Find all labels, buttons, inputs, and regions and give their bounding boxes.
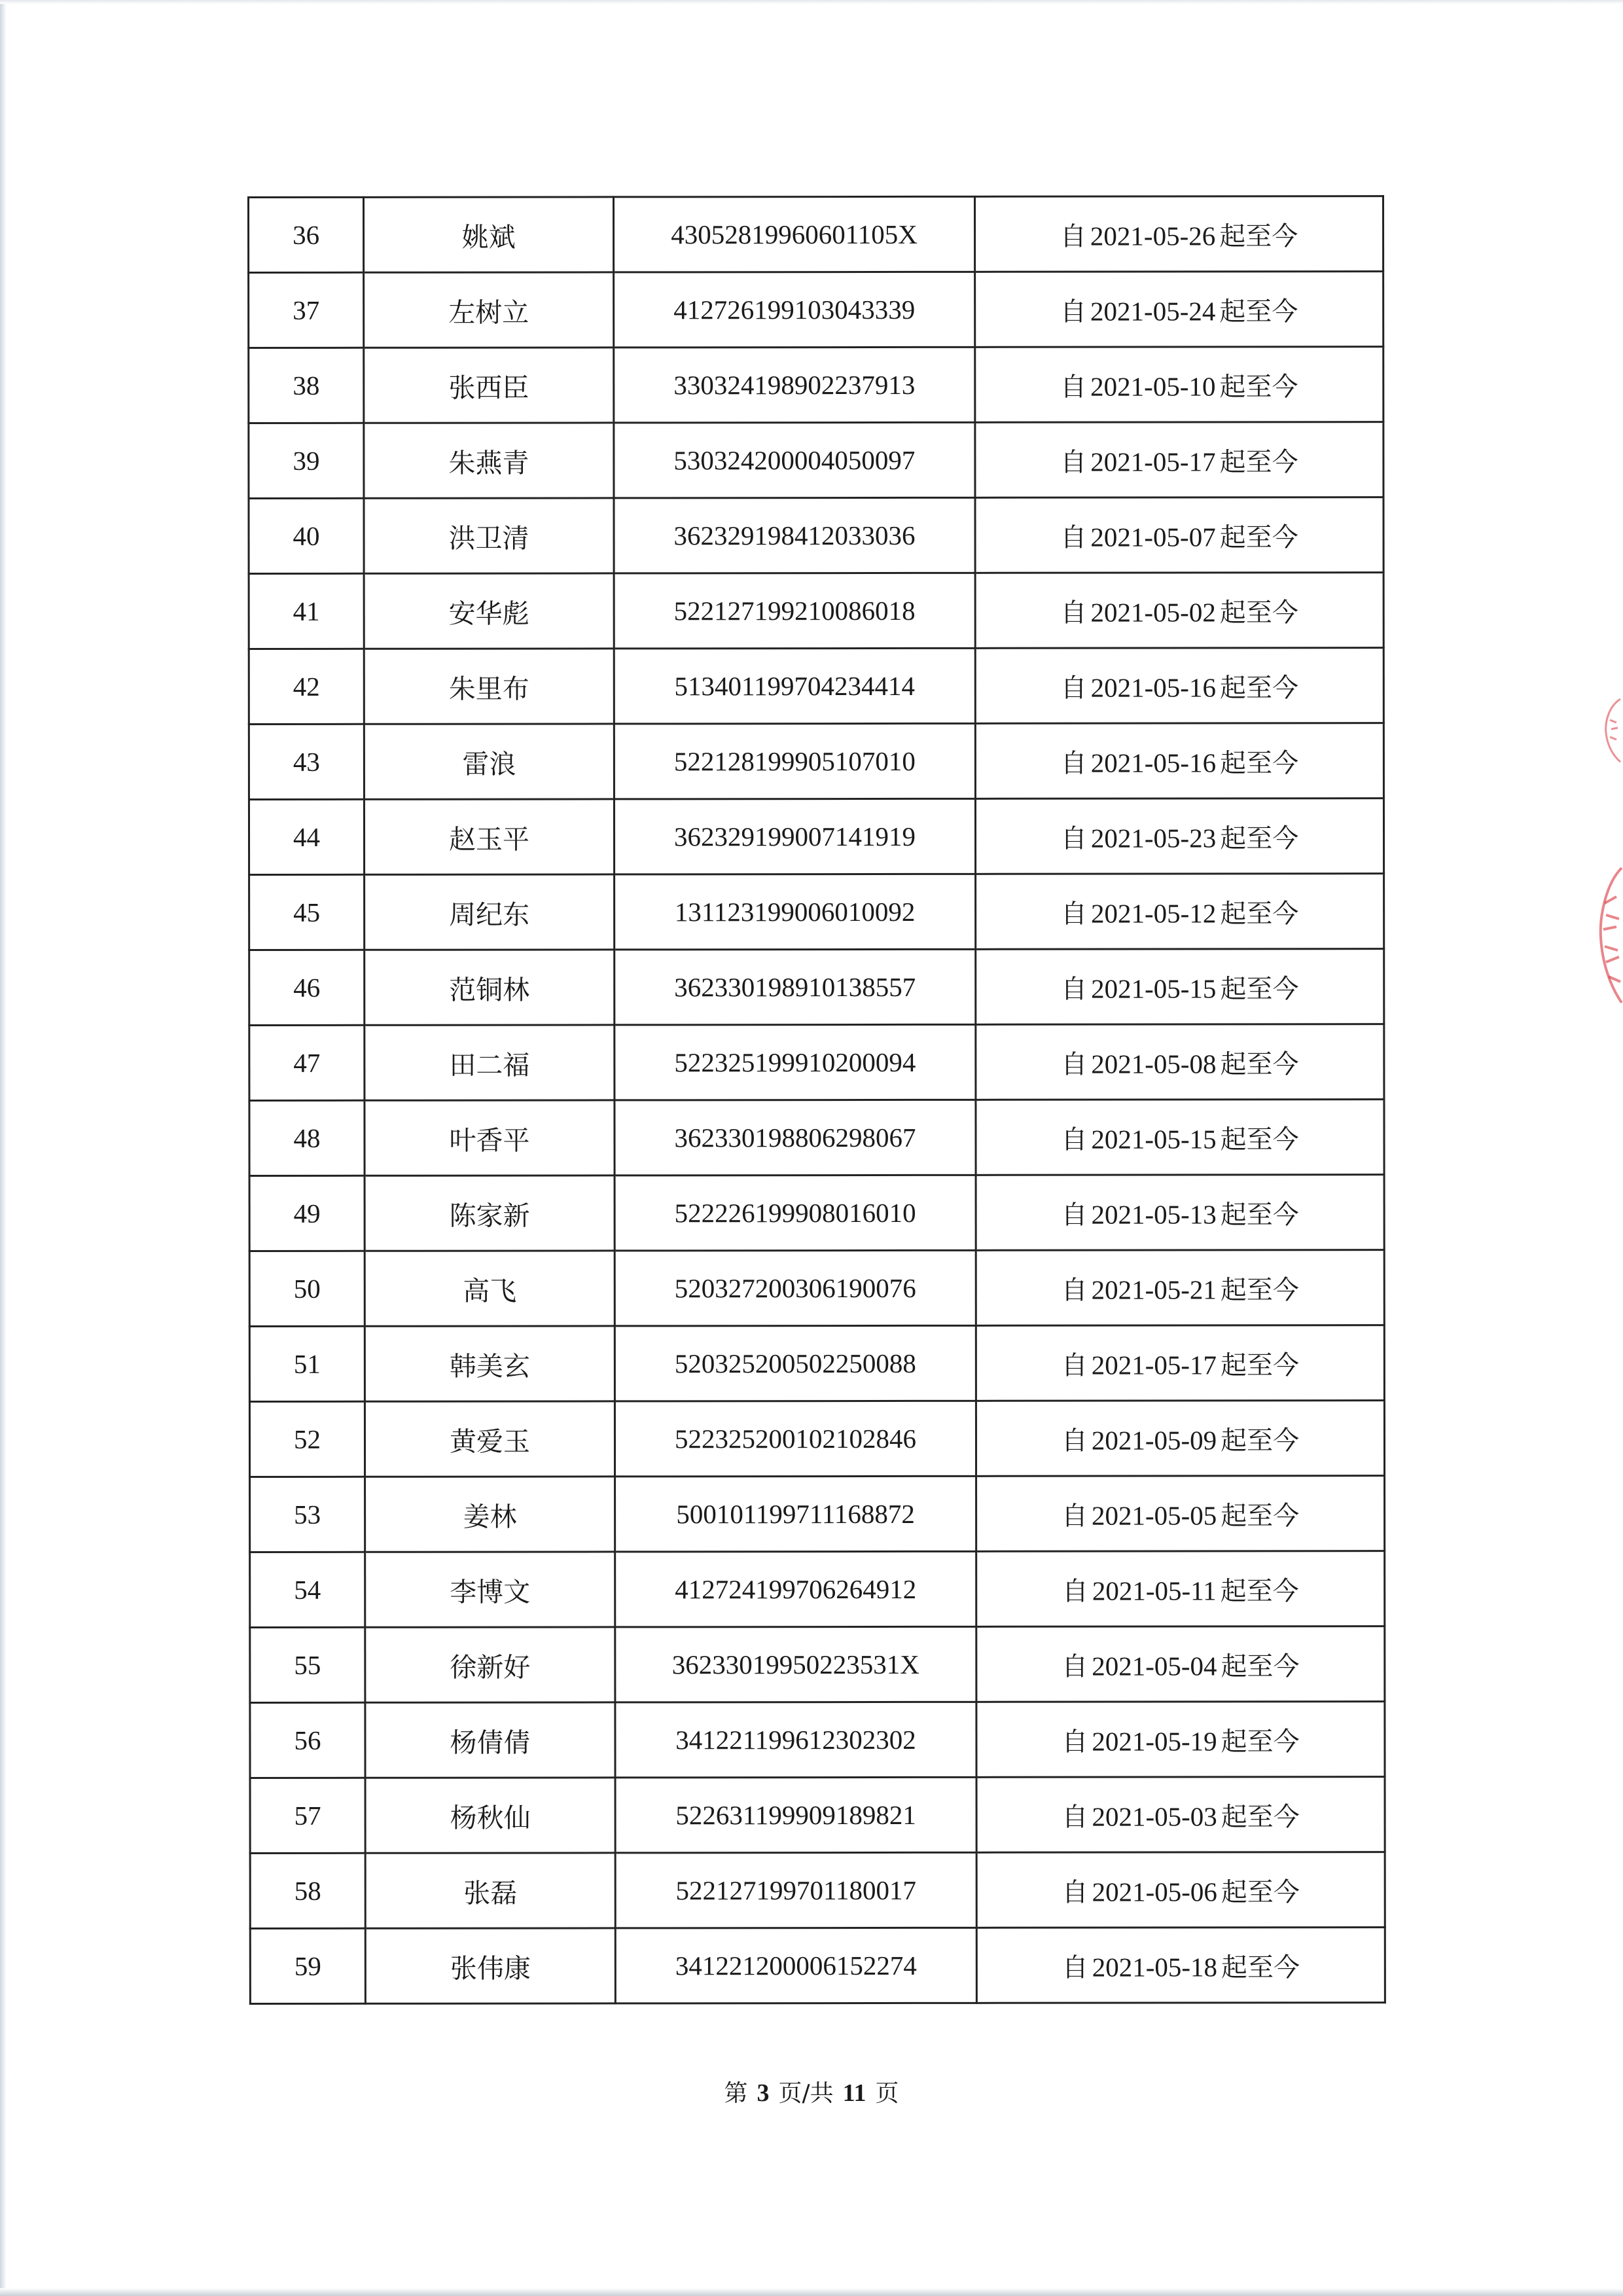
date-suffix: 起至今: [1221, 1500, 1300, 1531]
start-date: 2021-05-16: [1090, 672, 1216, 703]
row-number: 54: [250, 1552, 365, 1627]
person-name: 田二福: [365, 1025, 615, 1100]
page-number-total: 11: [842, 2079, 866, 2107]
date-suffix: 起至今: [1221, 1726, 1300, 1757]
row-number: 38: [249, 348, 364, 423]
seal-fragment-icon: [1590, 694, 1623, 766]
start-date-cell: [976, 1702, 1385, 1778]
row-number: 42: [249, 649, 364, 724]
id-number: 131123199006010092: [615, 874, 976, 950]
id-number: 330324198902237913: [614, 347, 975, 423]
table-row: [249, 272, 1383, 348]
start-date-cell: [975, 573, 1383, 649]
date-suffix: 起至今: [1220, 747, 1299, 778]
start-date-cell: [975, 723, 1383, 799]
date-suffix: 起至今: [1220, 1575, 1299, 1606]
date-suffix: 起至今: [1219, 221, 1298, 251]
date-prefix: 自: [1060, 522, 1087, 553]
person-name: 朱里布: [364, 649, 614, 724]
table-row: [249, 422, 1383, 499]
start-date: 2021-05-10: [1090, 370, 1216, 402]
table-row: [250, 1852, 1385, 1929]
date-suffix: 起至今: [1220, 973, 1299, 1004]
date-suffix: 起至今: [1219, 296, 1298, 327]
row-number: 50: [249, 1251, 365, 1326]
table-row: [249, 196, 1383, 273]
row-number: 39: [249, 423, 364, 498]
person-name: 张磊: [365, 1853, 615, 1928]
date-suffix: 起至今: [1220, 1124, 1299, 1155]
start-date: 2021-05-13: [1091, 1198, 1217, 1230]
table-row: [249, 723, 1383, 800]
date-suffix: 起至今: [1221, 1952, 1300, 1982]
table-row: [249, 1100, 1384, 1176]
personnel-table: [247, 195, 1386, 2005]
person-name: 左树立: [364, 272, 614, 348]
start-date-cell: [976, 1175, 1384, 1251]
page-number-prefix: 第: [724, 2080, 748, 2107]
start-date: 2021-05-15: [1091, 1123, 1217, 1155]
page-footer: [0, 2075, 1623, 2108]
start-date-cell: [975, 648, 1383, 724]
table-row: [250, 1928, 1385, 2004]
id-number: 341221199612302302: [615, 1702, 976, 1778]
date-suffix: 起至今: [1220, 823, 1299, 853]
date-prefix: 自: [1061, 1651, 1088, 1682]
table-row: [249, 347, 1383, 423]
start-date-cell: [976, 1325, 1384, 1401]
person-name: 张西臣: [364, 348, 614, 423]
start-date: 2021-05-03: [1092, 1801, 1217, 1832]
row-number: 44: [249, 799, 364, 874]
id-number: 43052819960601105X: [614, 196, 975, 272]
start-date: 2021-05-23: [1090, 822, 1217, 853]
date-prefix: 自: [1061, 1275, 1088, 1306]
table-row: [249, 497, 1383, 574]
id-number: 520325200502250088: [615, 1325, 976, 1401]
row-number: 55: [250, 1627, 365, 1702]
table-row: [249, 949, 1384, 1026]
start-date-cell: [976, 1852, 1385, 1928]
row-number: 49: [249, 1175, 365, 1251]
person-name: 姜林: [365, 1477, 615, 1552]
date-prefix: 自: [1061, 1501, 1088, 1532]
id-number: 412726199103043339: [614, 272, 975, 348]
id-number: 522127199701180017: [615, 1852, 976, 1928]
row-number: 57: [250, 1778, 365, 1853]
id-number: 412724199706264912: [615, 1551, 976, 1627]
row-number: 46: [249, 950, 365, 1025]
id-number: 513401199704234414: [614, 648, 975, 724]
date-suffix: 起至今: [1220, 898, 1299, 929]
start-date: 2021-05-18: [1092, 1951, 1218, 1982]
table-row: [249, 874, 1384, 950]
start-date-cell: [976, 1551, 1385, 1627]
table-row: [249, 1250, 1384, 1327]
date-prefix: 自: [1061, 1124, 1088, 1155]
start-date-cell: [976, 1777, 1385, 1853]
start-date: 2021-05-06: [1092, 1876, 1217, 1907]
start-date: 2021-05-17: [1091, 1349, 1217, 1380]
row-number: 40: [249, 498, 364, 573]
date-suffix: 起至今: [1221, 1425, 1300, 1456]
date-suffix: 起至今: [1220, 1049, 1299, 1079]
id-number: 522631199909189821: [615, 1777, 976, 1853]
id-number: 500101199711168872: [615, 1476, 976, 1552]
start-date: 2021-05-05: [1091, 1499, 1217, 1531]
table-row: [249, 1024, 1384, 1101]
start-date: 2021-05-08: [1091, 1048, 1217, 1079]
start-date-cell: [975, 196, 1383, 272]
date-suffix: 起至今: [1219, 446, 1298, 477]
id-number: 362330198910138557: [615, 949, 976, 1025]
date-suffix: 起至今: [1220, 1199, 1299, 1230]
start-date-cell: [976, 1250, 1384, 1326]
table-row: [250, 1702, 1385, 1778]
start-date: 2021-05-02: [1090, 596, 1216, 628]
start-date: 2021-05-12: [1090, 897, 1217, 929]
table-body: [249, 196, 1385, 2004]
table-row: [250, 1777, 1385, 1854]
row-number: 53: [250, 1477, 365, 1552]
start-date-cell: [976, 1100, 1384, 1175]
date-suffix: 起至今: [1219, 672, 1298, 703]
start-date: 2021-05-11: [1092, 1575, 1217, 1606]
person-name: 范铜林: [365, 950, 615, 1025]
scan-left-edge: [0, 0, 7, 2296]
date-prefix: 自: [1061, 1576, 1088, 1607]
date-prefix: 自: [1061, 1350, 1088, 1381]
table-row: [250, 1476, 1385, 1552]
scan-top-edge: [0, 0, 1623, 4]
date-suffix: 起至今: [1219, 522, 1298, 552]
row-number: 51: [249, 1326, 365, 1401]
table-row: [250, 1551, 1385, 1628]
date-suffix: 起至今: [1221, 1651, 1300, 1681]
start-date: 2021-05-19: [1092, 1725, 1217, 1757]
person-name: 陈家新: [365, 1175, 615, 1251]
start-date: 2021-05-07: [1090, 521, 1216, 552]
table-row: [250, 1626, 1385, 1703]
row-number: 56: [250, 1702, 365, 1778]
date-prefix: 自: [1060, 823, 1087, 854]
start-date: 2021-05-24: [1090, 295, 1216, 327]
date-suffix: 起至今: [1221, 1350, 1300, 1380]
date-suffix: 起至今: [1221, 1801, 1300, 1832]
seal-fragment-icon: [1590, 864, 1623, 1008]
start-date-cell: [975, 798, 1383, 874]
date-suffix: 起至今: [1221, 1876, 1300, 1907]
red-seal-edge-bottom: [1590, 864, 1623, 1008]
start-date-cell: [976, 1401, 1384, 1477]
row-number: 41: [249, 573, 364, 649]
date-prefix: 自: [1061, 1200, 1088, 1230]
table-row: [249, 573, 1383, 649]
start-date: 2021-05-26: [1090, 220, 1216, 251]
id-number: 522325199910200094: [615, 1024, 976, 1100]
date-prefix: 自: [1061, 1952, 1088, 1983]
row-number: 59: [250, 1928, 365, 2003]
person-name: 周纪东: [365, 874, 615, 950]
id-number: 522226199908016010: [615, 1175, 976, 1251]
person-name: 黄爱玉: [365, 1401, 615, 1477]
start-date-cell: [976, 949, 1384, 1025]
date-suffix: 起至今: [1219, 371, 1298, 402]
start-date-cell: [975, 422, 1383, 498]
start-date-cell: [975, 497, 1383, 573]
id-number: 530324200004050097: [614, 422, 975, 498]
person-name: 杨秋仙: [365, 1778, 615, 1853]
id-number: 522128199905107010: [614, 723, 975, 799]
start-date-cell: [976, 1024, 1384, 1100]
date-prefix: 自: [1060, 296, 1087, 327]
person-name: 洪卫清: [364, 498, 614, 573]
id-number: 362329198412033036: [614, 497, 975, 573]
page-number-current: 3: [757, 2079, 770, 2107]
date-prefix: 自: [1060, 673, 1087, 704]
date-prefix: 自: [1060, 598, 1087, 628]
id-number: 341221200006152274: [615, 1928, 976, 2003]
start-date: 2021-05-16: [1090, 747, 1217, 778]
person-name: 高飞: [365, 1251, 615, 1326]
table-row: [249, 648, 1383, 725]
date-prefix: 自: [1061, 1877, 1088, 1908]
start-date-cell: [975, 272, 1383, 348]
date-prefix: 自: [1060, 372, 1087, 403]
date-suffix: 起至今: [1219, 597, 1298, 628]
start-date-cell: [975, 347, 1383, 423]
date-prefix: 自: [1061, 974, 1088, 1005]
person-name: 赵玉平: [364, 799, 614, 874]
start-date: 2021-05-21: [1091, 1274, 1217, 1305]
id-number: 362329199007141919: [614, 798, 975, 874]
date-prefix: 自: [1060, 899, 1088, 929]
date-suffix: 起至今: [1220, 1274, 1299, 1305]
start-date: 2021-05-09: [1091, 1424, 1217, 1456]
date-prefix: 自: [1060, 748, 1087, 779]
table-row: [249, 798, 1383, 875]
date-prefix: 自: [1061, 1727, 1088, 1757]
start-date: 2021-05-15: [1091, 973, 1217, 1004]
page-number-middle: 页/共: [778, 2080, 834, 2107]
date-prefix: 自: [1061, 1049, 1088, 1080]
start-date-cell: [976, 874, 1384, 950]
red-seal-edge-top: [1590, 694, 1623, 766]
row-number: 43: [249, 724, 364, 799]
date-prefix: 自: [1060, 447, 1087, 478]
row-number: 48: [249, 1100, 365, 1175]
row-number: 52: [249, 1401, 365, 1477]
person-name: 李博文: [365, 1552, 615, 1627]
start-date-cell: [976, 1928, 1385, 2003]
id-number: 362330198806298067: [615, 1100, 976, 1175]
row-number: 37: [249, 272, 364, 348]
start-date: 2021-05-04: [1092, 1650, 1217, 1681]
person-name: 叶香平: [365, 1100, 615, 1175]
person-name: 徐新好: [365, 1627, 615, 1702]
row-number: 58: [250, 1853, 365, 1928]
table-row: [249, 1401, 1384, 1477]
person-name: 韩美玄: [365, 1326, 615, 1401]
date-prefix: 自: [1061, 1426, 1088, 1456]
id-number: 522325200102102846: [615, 1401, 976, 1477]
id-number: 36233019950223531X: [615, 1626, 976, 1702]
row-number: 45: [249, 874, 365, 950]
person-name: 安华彪: [364, 573, 614, 649]
table-row: [249, 1325, 1384, 1402]
scan-bottom-edge: [0, 2288, 1623, 2296]
start-date: 2021-05-17: [1090, 446, 1216, 477]
start-date-cell: [976, 1476, 1385, 1552]
person-name: 雷浪: [364, 724, 614, 799]
page-number-suffix: 页: [875, 2080, 899, 2107]
row-number: 36: [249, 197, 364, 272]
person-name: 朱燕青: [364, 423, 614, 498]
date-prefix: 自: [1060, 221, 1086, 252]
date-prefix: 自: [1061, 1802, 1088, 1833]
person-name: 张伟康: [365, 1928, 615, 2003]
row-number: 47: [249, 1025, 365, 1100]
table-row: [249, 1175, 1384, 1251]
id-number: 520327200306190076: [615, 1250, 976, 1326]
start-date-cell: [976, 1626, 1385, 1702]
person-name: 杨倩倩: [365, 1702, 615, 1778]
person-name: 姚斌: [364, 197, 614, 272]
id-number: 522127199210086018: [614, 573, 975, 649]
